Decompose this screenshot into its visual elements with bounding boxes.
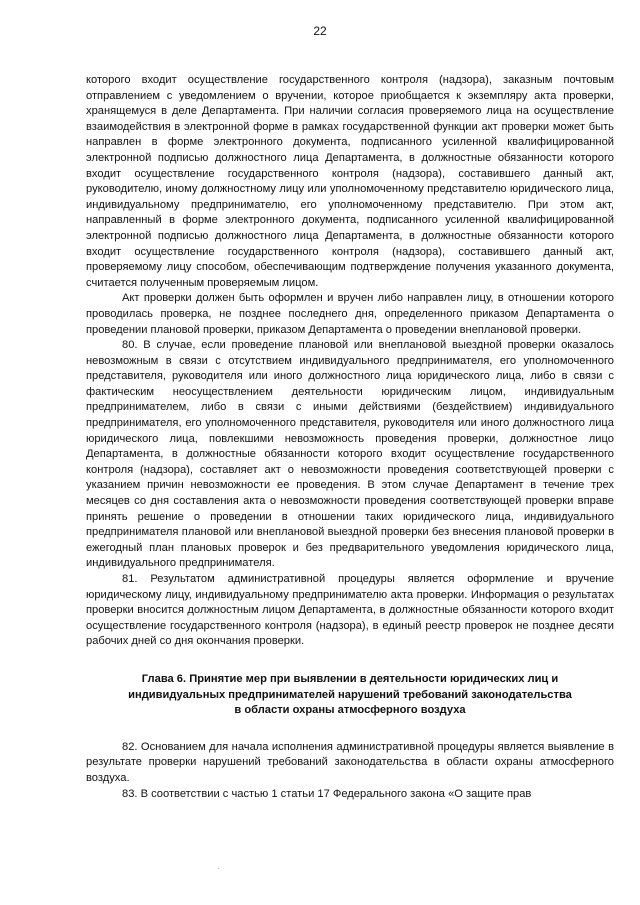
scan-speck	[218, 868, 219, 869]
page-body	[86, 73, 614, 802]
paragraph-80: 80. В случае, если проведение плановой или внеплановой выездной проверки оказалось невозможным в связи с отсутствием индивидуального предпринимателя, его уполномоченного представителя, руководителя или иного должностного лица юридического лица, либо в связи с фактическим неосуществлением деятельности юридическим лицом, индивидуальным предпринимателем, либо в связи с иными действиями (бездействием) индивидуального предпринимателя, его уполномоченного представителя, руководителя или иного должностного лица юридического лица, повлекшими невозможность проведения проверки, должностное лицо Департамента, в должностные обязанности которого входит осуществление государственного контроля (надзора), составляет акт о невозможности проведения соответствующей проверки с указанием причин невозможности ее проведения. В этом случае Департамент в течение трех месяцев со дня составления акта о невозможности проведения соответствующей проверки вправе принять решение о проведении в отношении таких юридического лица, индивидуального предпринимателя плановой или внеплановой выездной проверки без внесения плановой проверки в ежегодный план плановых проверок и без предварительного уведомления юридического лица, индивидуального предпринимателя.	[86, 339, 614, 570]
paragraph-83: 83. В соответствии с частью 1 статьи 17 Федерального закона «О защите прав	[122, 787, 532, 800]
page-number: 22	[313, 24, 327, 38]
chapter-heading-line-1: Глава 6. Принятие мер при выявлении в деятельности юридических лиц и	[141, 672, 559, 685]
chapter-heading-line-2: индивидуальных предпринимателей нарушений требований законодательства	[128, 688, 572, 701]
paragraph-81: 81. Результатом административной процедуры является оформление и вручение юридическому лицу, индивидуальному предпринимателю акта проверки. Информация о результатах проверки вносится должностным лицом Департамента, в должностные обязанности которого входит осуществление государственного контроля (надзора), в единый реестр проверок не позднее десяти рабочих дней со дня окончания проверки.	[86, 573, 614, 648]
paragraph-continuation: которого входит осуществление государственного контроля (надзора), заказным почтовым отправлением с уведомлением о вручении, которое приобщается к экземпляру акта проверки, хранящемуся в деле Департамента. При наличии согласия проверяемого лица на осуществление взаимодействия в электронной форме в рамках государственной функции акт проверки может быть направлен в форме электронного документа, подписанного усиленной квалифицированной электронной подписью должностного лица Департамента, в должностные обязанности которого входит осуществление государственного контроля (надзора), составившего данный акт, руководителю, иному должностному лицу или уполномоченному представителю юридического лица, индивидуальному предпринимателю, его уполномоченному представителю. При этом акт, направленный в форме электронного документа, подписанного усиленной квалифицированной электронной подписью должностного лица Департамента, в должностные обязанности которого входит осуществление государственного контроля (надзора), составившего данный акт, проверяемому лицу способом, обеспечивающим подтверждение получения указанного документа, считается полученным проверяемым лицом.	[86, 74, 614, 289]
paragraph-act-delivery-deadline: Акт проверки должен быть оформлен и вручен либо направлен лицу, в отношении которого проводилась проверка, не позднее последнего дня, определенного приказом Департамента о проведении плановой проверки, приказом Департамента о проведении внеплановой проверки.	[86, 292, 614, 336]
paragraph-82: 82. Основанием для начала исполнения административной процедуры является выявление в результате проверки нарушений требований законодательства в области охраны атмосферного воздуха.	[86, 740, 614, 784]
chapter-heading-line-3: в области охраны атмосферного воздуха	[234, 704, 466, 717]
chapter-heading	[86, 672, 614, 719]
